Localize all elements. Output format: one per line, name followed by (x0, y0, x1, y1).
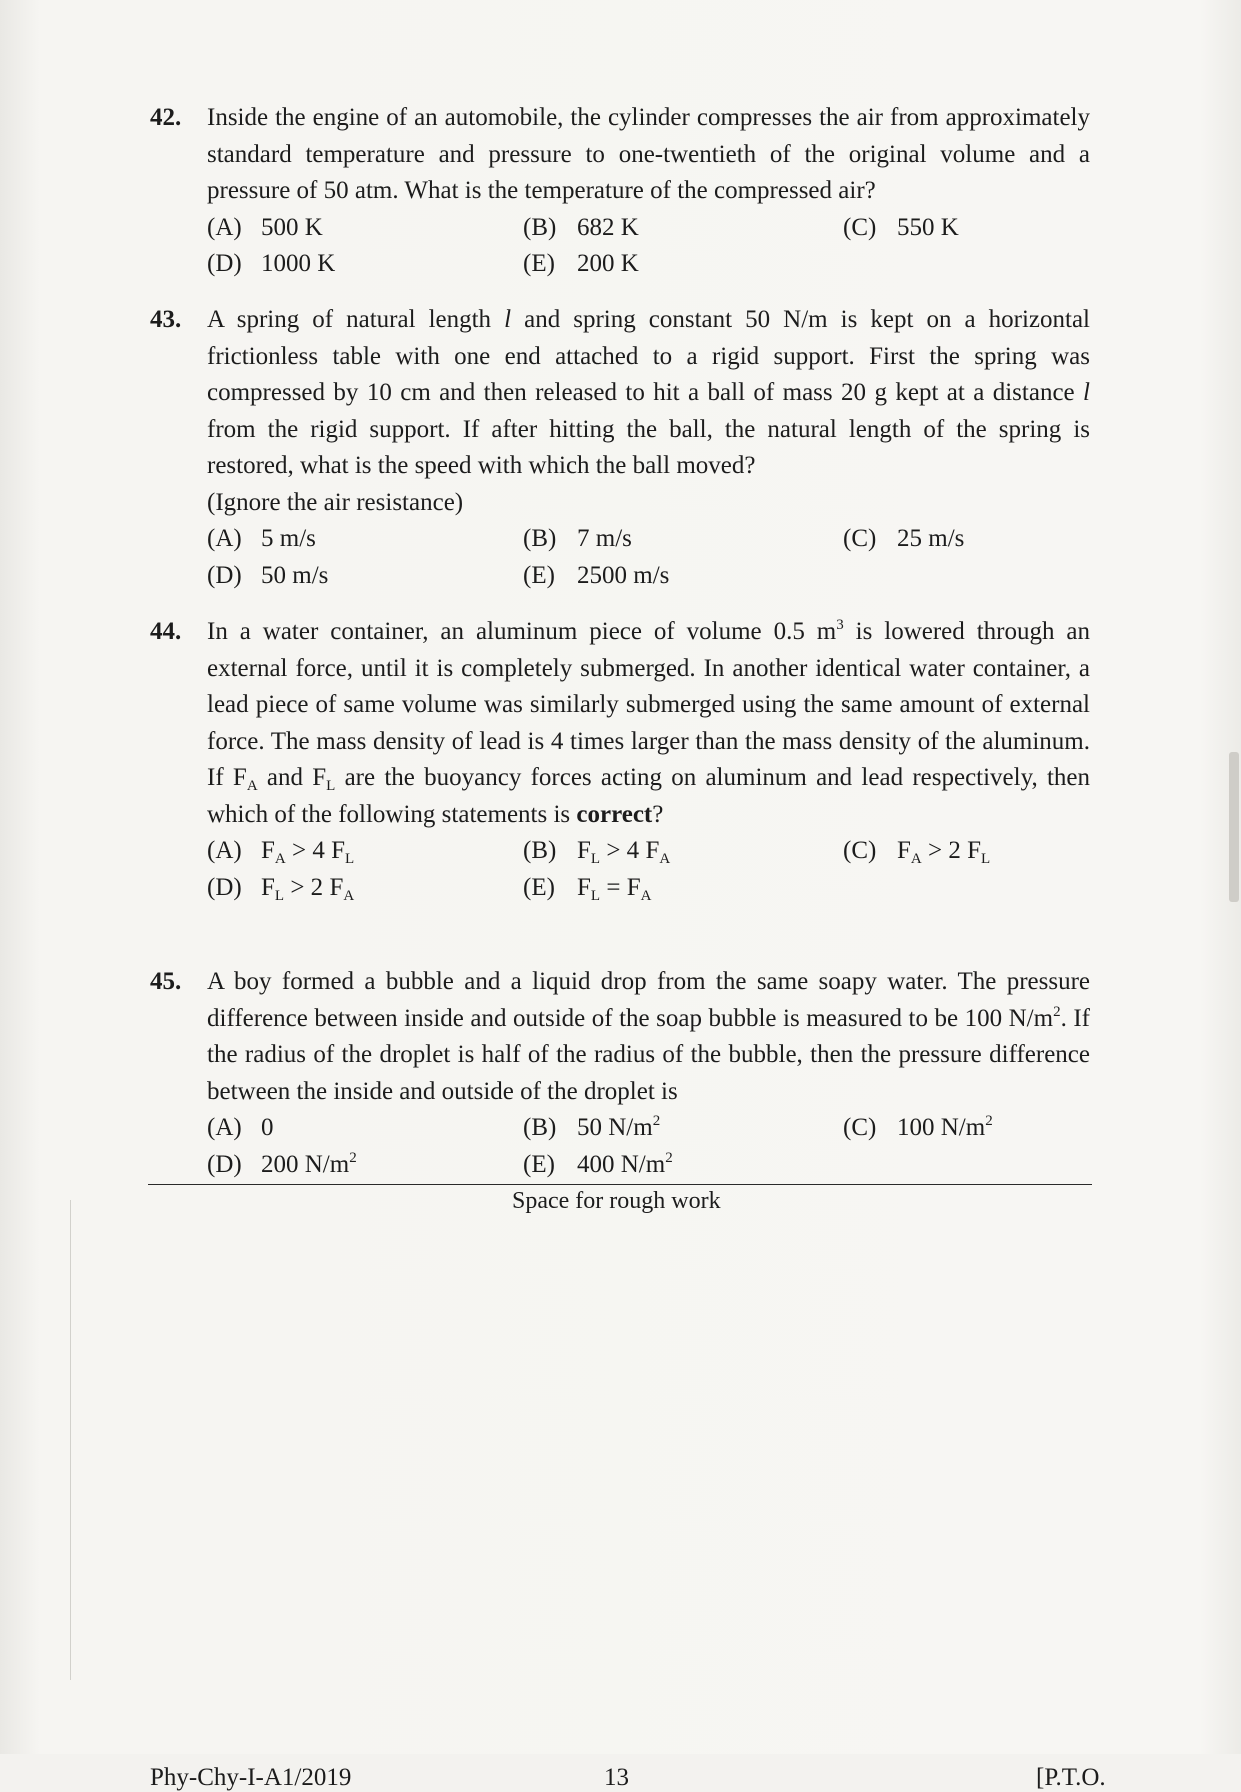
option-c: (C) 25 m/s (843, 525, 965, 552)
option-e: (E) 400 $N/m^2$ (523, 1149, 673, 1178)
pto-label: [P.T.O. (1036, 1764, 1106, 1791)
exam-page: 42. Inside the engine of an automobile, the cylinder compresses the air from approximately standard temperature and pressure to one-twentieth of the original volume and a pressure of 50 atm. What is the temperature of the compressed air? (A) 500 K (B) 682 K (C) 550 K (D) 1000 K (E) 200 K 43. A spring of natural length l and spring constant 50 N/m is kept on a horizontal frictionless table with one end attached to a rigid support. First the spring was compressed by 10 cm and then released to hit a ball of mass 20 g kept at a distance l from the rigid support. If after hitting the ball, the natural length of the spring is restored, what is the speed with which the ball moved? (Ignore the air resistance) (A) 5 m/s (B) 7 m/s (C) 25 m/s (D) 50 m/s (E) 2500 m/s 44. In a water container, an aluminum piece of volume 0.5 $m^3$ is lowered through an external force, until it is completely submerged. In another identical water container, a lead piece of same volume was similarly submerged using the same amount of external force. The mass density of lead is 4 times larger than the mass density of the aluminum. If $F_A$ and $F_L$ are the buoyancy forces acting on aluminum and lead respectively, then which of the following statements is correct? (A) $F_A > 4$ $F_L$ (B) $F_L > 4$ $F_A$ (C) $F_A > 2$ $F_L$ (D) $F_L > 2$ $F_A$ (E) $F_L = F_A$ 45. A boy formed a bubble and a liquid drop from the same soapy water. The pressure difference between inside and outside of the soap bubble is measured to be 100 $N/m^2$. If the radius of the droplet is half of the radius of the bubble, then the pressure difference between the inside and outside of the droplet is (A) 0 (B) 50 $N/m^2$ (C) 100 $N/m^2$ (D) 200 $N/m^2$ (E) 400 $N/m^2$ Space for rough work Phy-Chy-I-A1/2019 13 [P.T.O. (0, 0, 1241, 1754)
question-43 (150, 302, 1090, 594)
option-c: (C) 100 $N/m^2$ (843, 1113, 993, 1141)
options (207, 833, 1090, 906)
option-b: (B) 7 m/s (523, 525, 632, 552)
question-45 (150, 964, 1090, 1183)
option-e: (E) 200 K (523, 250, 639, 277)
option-a: (A) 0 (207, 1114, 274, 1141)
question-text: Inside the engine of an automobile, the cylinder compresses the air from approximately standard temperature and pressure to one-twentieth of the original volume and a pressure of 50 atm. What is the temperature of the compressed air? (207, 104, 1090, 204)
option-e: (E) 2500 m/s (523, 561, 670, 589)
option-a: (A) 500 K (207, 213, 323, 241)
option-b: (B) $F_L > 4$ $F_A$ (523, 837, 671, 867)
question-44 (150, 614, 1090, 906)
option-d: (D) 200 $N/m^2$ (207, 1149, 357, 1178)
options (207, 1110, 1090, 1183)
option-d: (D) 50 m/s (207, 561, 329, 589)
scan-edge-mark (1229, 752, 1239, 902)
option-c: (C) $F_A > 2$ $F_L$ (843, 837, 991, 867)
question-number: 43. (150, 306, 182, 333)
option-c: (C) 550 K (843, 213, 959, 241)
options (207, 210, 1090, 283)
question-text: A boy formed a bubble and a liquid drop from the same soapy water. The pressure difference between inside and outside of the soap bubble is measured to be 100 $N/m^2$. If the radius of the droplet is half of the radius of the bubble, then the pressure difference between the inside and outside of the droplet is (207, 968, 1090, 1105)
option-a: (A) $F_A > 4$ $F_L$ (207, 837, 355, 867)
question-42 (150, 100, 1090, 283)
page-number: 13 (604, 1764, 629, 1791)
question-number: 42. (150, 104, 182, 131)
option-a: (A) 5 m/s (207, 525, 316, 552)
option-b: (B) 682 K (523, 213, 639, 241)
options (207, 521, 1090, 594)
divider-rule (148, 1184, 1092, 1185)
option-e: (E) $F_L = F_A$ (523, 873, 652, 904)
option-d: (D) $F_L > 2$ $F_A$ (207, 873, 355, 904)
question-text: In a water container, an aluminum piece of volume 0.5 $m^3$ is lowered through an external force, until it is completely submerged. In another identical water container, a lead piece of same volume was similarly submerged using the same amount of external force. The mass density of lead is 4 times larger than the mass density of the aluminum. If $F_A$ and $F_L$ are the buoyancy forces acting on aluminum and lead respectively, then which of the following statements is correct? (207, 617, 1091, 828)
question-number: 45. (150, 968, 182, 995)
scan-edge-line (70, 1200, 71, 1680)
question-note: (Ignore the air resistance) (207, 488, 464, 516)
question-number: 44. (150, 618, 182, 645)
paper-code: Phy-Chy-I-A1/2019 (150, 1764, 352, 1791)
option-d: (D) 1000 K (207, 250, 336, 277)
question-text: A spring of natural length l and spring constant 50 N/m is kept on a horizontal frictionless table with one end attached to a rigid support. First the spring was compressed by 10 cm and then released to hit a ball of mass 20 g kept at a distance l from the rigid support. If after hitting the ball, the natural length of the spring is restored, what is the speed with which the ball moved? (207, 306, 1090, 479)
option-b: (B) 50 $N/m^2$ (523, 1113, 661, 1141)
